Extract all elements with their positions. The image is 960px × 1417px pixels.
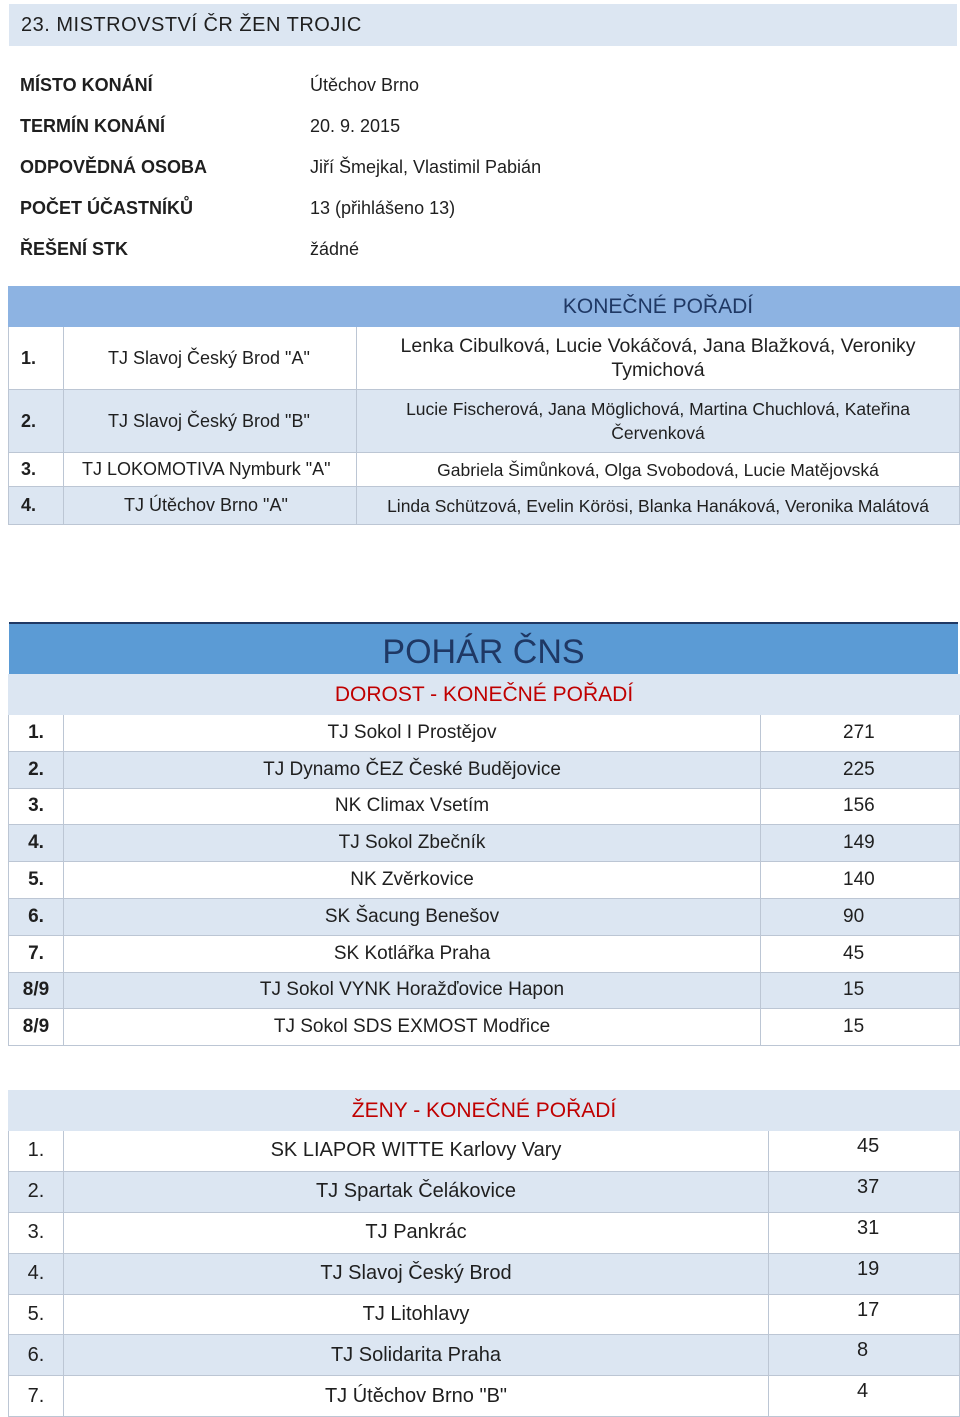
team-cell: TJ Dynamo ČEZ České Budějovice: [64, 751, 761, 788]
rank-cell: 2.: [9, 751, 64, 788]
team-cell: TJ Sokol SDS EXMOST Modřice: [64, 1009, 761, 1046]
info-label: ŘEŠENÍ STK: [20, 239, 129, 259]
points-cell: 149: [761, 825, 960, 862]
team-cell: TJ Pankrác: [64, 1212, 769, 1253]
final-standings-header: KONEČNÉ POŘADÍ: [357, 287, 960, 327]
zeny-header: ŽENY - KONEČNÉ POŘADÍ: [9, 1091, 960, 1131]
table-row: [9, 862, 960, 899]
table-row: [9, 935, 960, 972]
points-cell: 19: [769, 1253, 960, 1294]
members-cell: Lucie Fischerová, Jana Möglichová, Martina Chuchlová, Kateřina Červenková: [357, 390, 960, 453]
points-cell: 45: [769, 1131, 960, 1172]
info-label: TERMÍN KONÁNÍ: [20, 116, 165, 136]
rank-cell: 6.: [9, 1335, 64, 1376]
rank-cell: 6.: [9, 898, 64, 935]
table-row: [9, 715, 960, 752]
rank-cell: 4.: [9, 487, 64, 525]
team-cell: SK Šacung Benešov: [64, 898, 761, 935]
dorost-standings-table: [8, 674, 960, 1046]
table-row: [9, 1009, 960, 1046]
points-cell: 15: [761, 972, 960, 1009]
rank-cell: 3.: [9, 1212, 64, 1253]
info-value: žádné: [310, 239, 360, 259]
table-row: [9, 898, 960, 935]
rank-cell: 5.: [9, 862, 64, 899]
table-row: [9, 487, 960, 525]
points-cell: 45: [761, 935, 960, 972]
points-cell: 37: [769, 1171, 960, 1212]
team-cell: TJ Spartak Čelákovice: [64, 1171, 769, 1212]
info-label: POČET ÚČASTNÍKŮ: [20, 198, 194, 218]
table-row: [9, 453, 960, 487]
points-cell: 140: [761, 862, 960, 899]
info-label: ODPOVĚDNÁ OSOBA: [20, 157, 208, 177]
table-row: [9, 1131, 960, 1172]
table-row: [9, 825, 960, 862]
rank-cell: 1.: [9, 1131, 64, 1172]
rank-cell: 2.: [9, 1171, 64, 1212]
info-value: Jiří Šmejkal, Vlastimil Pabián: [310, 157, 542, 177]
rank-cell: 4.: [9, 1253, 64, 1294]
table-row: [9, 1376, 960, 1417]
zeny-standings-table: [8, 1090, 960, 1417]
table-row: [9, 1171, 960, 1212]
points-cell: 90: [761, 898, 960, 935]
final-standings-table: [8, 286, 960, 525]
table-row: [9, 390, 960, 453]
rank-cell: 3.: [9, 788, 64, 825]
team-cell: TJ Litohlavy: [64, 1294, 769, 1335]
team-cell: SK Kotlářka Praha: [64, 935, 761, 972]
rank-cell: 7.: [9, 1376, 64, 1417]
table-row: [9, 751, 960, 788]
table-row: [9, 1212, 960, 1253]
table-row: [9, 972, 960, 1009]
team-cell: TJ Sokol I Prostějov: [64, 715, 761, 752]
points-cell: 17: [769, 1294, 960, 1335]
info-value: Útěchov Brno: [310, 75, 420, 95]
points-cell: 271: [761, 715, 960, 752]
rank-cell: 1.: [9, 327, 64, 390]
dorost-header: DOROST - KONEČNÉ POŘADÍ: [9, 675, 960, 715]
members-cell: Linda Schützová, Evelin Körösi, Blanka Hanáková, Veronika Malátová: [357, 487, 960, 525]
team-cell: TJ Sokol Zbečník: [64, 825, 761, 862]
rank-cell: 4.: [9, 825, 64, 862]
points-cell: 31: [769, 1212, 960, 1253]
members-cell: Lenka Cibulková, Lucie Vokáčová, Jana Blažková, Veroniky Tymichová: [357, 327, 960, 390]
team-cell: TJ Útěchov Brno "B": [64, 1376, 769, 1417]
rank-cell: 8/9: [9, 1009, 64, 1046]
members-cell: Gabriela Šimůnková, Olga Svobodová, Lucie Matějovská: [357, 453, 960, 487]
points-cell: 225: [761, 751, 960, 788]
points-cell: 156: [761, 788, 960, 825]
points-cell: 8: [769, 1335, 960, 1376]
cup-title: POHÁR ČNS: [9, 624, 958, 674]
rank-cell: 2.: [9, 390, 64, 453]
points-cell: 4: [769, 1376, 960, 1417]
team-cell: SK LIAPOR WITTE Karlovy Vary: [64, 1131, 769, 1172]
table-row: [9, 1294, 960, 1335]
team-cell: TJ Solidarita Praha: [64, 1335, 769, 1376]
team-cell: TJ LOKOMOTIVA Nymburk "A": [64, 453, 357, 487]
rank-cell: 5.: [9, 1294, 64, 1335]
rank-cell: 1.: [9, 715, 64, 752]
team-cell: TJ Útěchov Brno "A": [64, 487, 357, 525]
rank-cell: 3.: [9, 453, 64, 487]
table-row: [9, 788, 960, 825]
team-cell: NK Climax Vsetím: [64, 788, 761, 825]
rank-cell: 7.: [9, 935, 64, 972]
table-row: [9, 1335, 960, 1376]
team-cell: TJ Slavoj Český Brod "A": [64, 327, 357, 390]
team-cell: TJ Slavoj Český Brod "B": [64, 390, 357, 453]
page-title: 23. MISTROVSTVÍ ČR ŽEN TROJIC: [9, 4, 957, 46]
table-row: [9, 327, 960, 390]
info-label: MÍSTO KONÁNÍ: [20, 75, 153, 95]
info-value: 20. 9. 2015: [310, 116, 401, 136]
team-cell: NK Zvěrkovice: [64, 862, 761, 899]
table-row: [9, 1253, 960, 1294]
points-cell: 15: [761, 1009, 960, 1046]
team-cell: TJ Slavoj Český Brod: [64, 1253, 769, 1294]
info-value: 13 (přihlášeno 13): [310, 198, 456, 218]
rank-cell: 8/9: [9, 972, 64, 1009]
team-cell: TJ Sokol VYNK Horažďovice Hapon: [64, 972, 761, 1009]
